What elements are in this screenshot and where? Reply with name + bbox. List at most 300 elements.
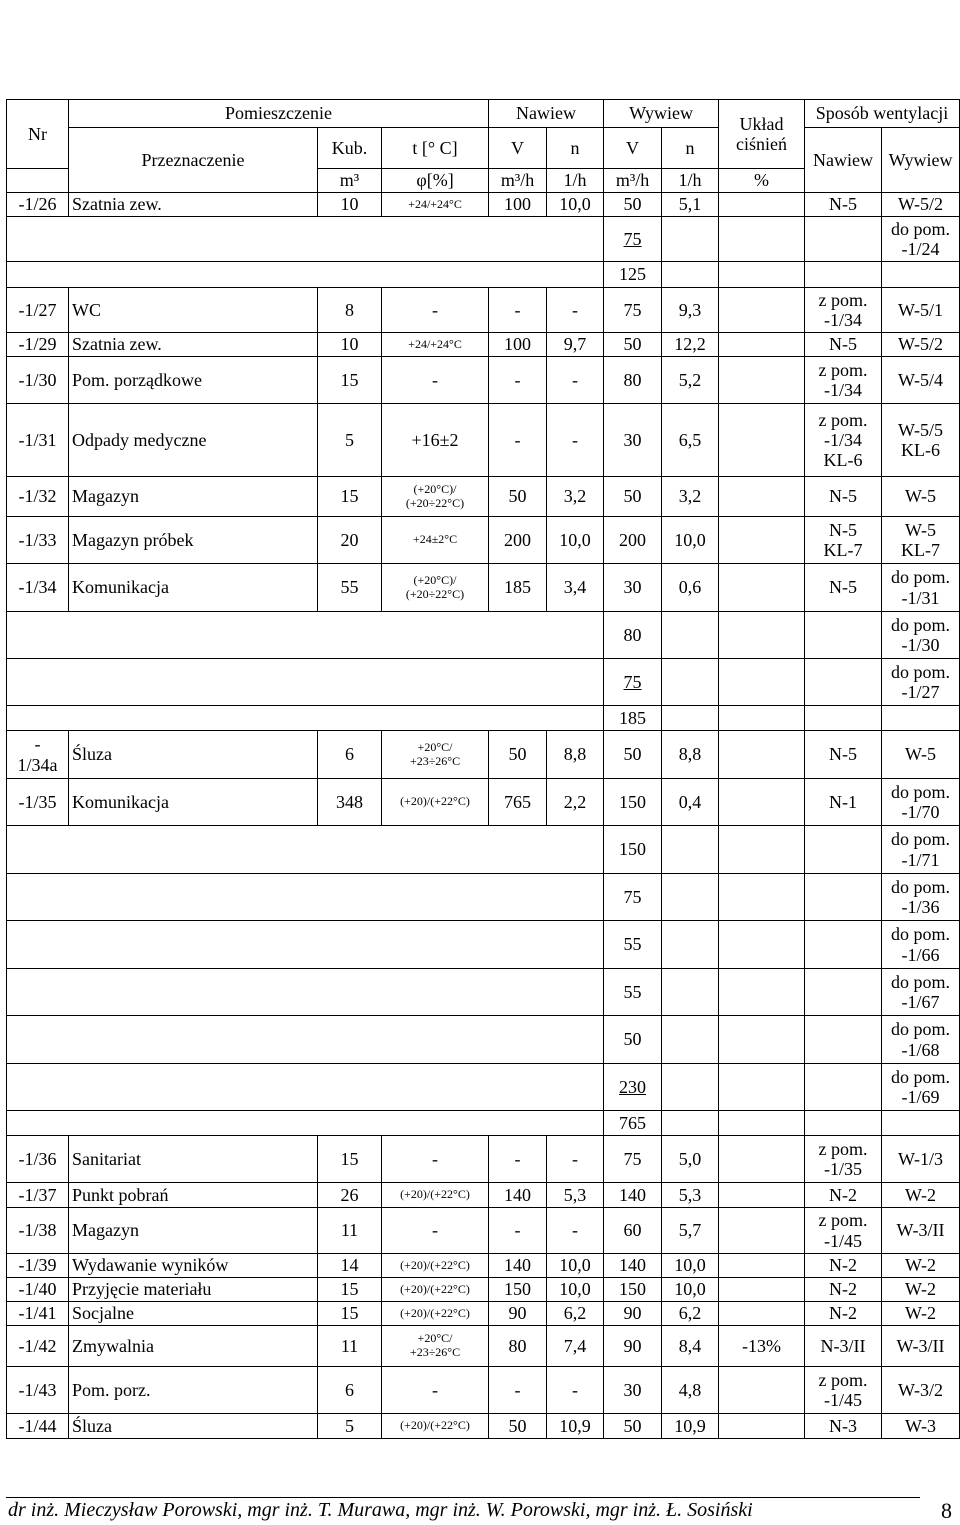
cell-sposob-wywiew <box>882 1111 960 1136</box>
cell-text: - <box>572 1220 579 1241</box>
header-nawiew-n: n <box>547 128 604 169</box>
cell-sposob-wywiew <box>882 517 960 564</box>
cell-text: 10,9 <box>674 1415 706 1436</box>
cell-wywiew-n <box>662 1208 719 1254</box>
cell-nr <box>7 517 69 564</box>
cell-kubatura <box>318 564 382 612</box>
cell-przeznaczenie <box>69 193 318 217</box>
ventilation-table <box>6 99 960 1439</box>
header-nr: Nr <box>7 100 69 169</box>
table-row <box>7 612 960 659</box>
cell-text: Magazyn <box>72 1220 139 1241</box>
table-row <box>7 969 960 1016</box>
cell-przeznaczenie <box>69 1302 318 1326</box>
cell-text: - <box>432 1379 438 1400</box>
cell-uklad-cisnien <box>719 1111 805 1136</box>
cell-przeznaczenie <box>69 1254 318 1278</box>
cell-wywiew-n <box>662 826 719 874</box>
table-row <box>7 779 960 826</box>
cell-sposob-wywiew <box>882 1367 960 1414</box>
table-row <box>7 333 960 357</box>
cell-nawiew-n <box>547 1414 604 1439</box>
cell-nawiew-v <box>489 1136 547 1183</box>
cell-sposob-wywiew <box>882 779 960 826</box>
cell-text: 9,7 <box>563 334 587 355</box>
cell-text: - <box>572 299 579 320</box>
cell-uklad-cisnien <box>719 731 805 779</box>
cell-text: (+20°C)/ (+20÷22°C) <box>405 481 465 510</box>
cell-sposob-wywiew <box>882 1302 960 1326</box>
cell-text: N-5 <box>829 194 858 215</box>
cell-text: 348 <box>336 791 363 812</box>
header-nawiew-v-unit: m³/h <box>489 169 547 193</box>
cell-sposob-wywiew <box>882 1414 960 1439</box>
cell-empty-merged <box>7 612 604 659</box>
table-header <box>7 100 960 193</box>
cell-nawiew-v <box>489 517 547 564</box>
cell-text: 15 <box>340 486 359 507</box>
cell-text: W-5 KL-7 <box>901 519 941 560</box>
table-row <box>7 1326 960 1367</box>
cell-uklad-cisnien <box>719 1367 805 1414</box>
cell-nawiew-n <box>547 193 604 217</box>
cell-text: z pom. -1/34 <box>818 289 868 330</box>
cell-nawiew-n <box>547 779 604 826</box>
cell-wywiew-v <box>604 706 662 731</box>
cell-text: W-3/2 <box>898 1379 944 1400</box>
cell-nawiew-v <box>489 333 547 357</box>
cell-sposob-wywiew <box>882 477 960 517</box>
cell-text: 90 <box>623 1303 642 1324</box>
cell-wywiew-v <box>604 357 662 404</box>
table-row <box>7 1367 960 1414</box>
cell-sposob-nawiew <box>805 921 882 969</box>
cell-text: 50 <box>508 744 527 765</box>
cell-uklad-cisnien <box>719 1208 805 1254</box>
cell-temperatura <box>382 1367 489 1414</box>
cell-nawiew-n <box>547 404 604 477</box>
cell-text: 10,0 <box>559 1279 591 1300</box>
cell-wywiew-v <box>604 1302 662 1326</box>
cell-empty-merged <box>7 921 604 969</box>
cell-text: 15 <box>340 1279 359 1300</box>
cell-text: 50 <box>623 1415 642 1436</box>
cell-sposob-nawiew <box>805 1208 882 1254</box>
cell-text: 30 <box>623 429 642 450</box>
cell-nawiew-v <box>489 1326 547 1367</box>
cell-wywiew-v <box>604 1136 662 1183</box>
cell-kubatura <box>318 1208 382 1254</box>
cell-text: 90 <box>508 1303 527 1324</box>
header-nawiew-v: V <box>489 128 547 169</box>
cell-uklad-cisnien <box>719 193 805 217</box>
cell-text: W-3/II <box>896 1335 945 1356</box>
cell-text: N-5 <box>829 744 858 765</box>
table-row <box>7 1302 960 1326</box>
cell-sposob-nawiew <box>805 217 882 262</box>
cell-temperatura <box>382 333 489 357</box>
cell-text: W-2 <box>905 1184 937 1205</box>
table-row <box>7 262 960 288</box>
cell-text: -1/33 <box>18 529 57 550</box>
cell-sposob-wywiew <box>882 659 960 706</box>
cell-text: 765 <box>504 791 532 812</box>
cell-empty-merged <box>7 1111 604 1136</box>
cell-text: 5,3 <box>563 1184 587 1205</box>
cell-text: 8 <box>345 299 354 320</box>
cell-text: 140 <box>504 1255 532 1276</box>
cell-text: do pom. -1/67 <box>891 971 951 1012</box>
cell-text: 6,2 <box>678 1303 702 1324</box>
cell-text: N-2 <box>829 1279 858 1300</box>
cell-text: -1/30 <box>18 369 57 390</box>
cell-uklad-cisnien <box>719 1183 805 1208</box>
cell-wywiew-n <box>662 217 719 262</box>
table-row <box>7 1136 960 1183</box>
cell-text: -1/41 <box>18 1303 57 1324</box>
cell-nr <box>7 731 69 779</box>
cell-przeznaczenie <box>69 1278 318 1302</box>
table-row <box>7 517 960 564</box>
cell-text: 75 <box>623 1148 642 1169</box>
cell-wywiew-v <box>604 1414 662 1439</box>
table-row <box>7 1254 960 1278</box>
cell-empty-merged <box>7 874 604 921</box>
cell-uklad-cisnien <box>719 1302 805 1326</box>
cell-text: - <box>432 369 438 390</box>
cell-sposob-nawiew <box>805 826 882 874</box>
cell-uklad-cisnien <box>719 874 805 921</box>
cell-text: z pom. -1/34 KL-6 <box>818 409 868 471</box>
cell-text: 10,0 <box>674 529 706 550</box>
cell-text: - <box>572 429 579 450</box>
cell-text: N-2 <box>829 1255 858 1276</box>
cell-nr <box>7 1183 69 1208</box>
cell-kubatura <box>318 1183 382 1208</box>
cell-text: +24/+24°C <box>408 336 462 351</box>
cell-sposob-nawiew <box>805 404 882 477</box>
cell-temperatura <box>382 779 489 826</box>
cell-text: Pom. porz. <box>72 1379 151 1400</box>
cell-sposob-wywiew <box>882 1254 960 1278</box>
cell-nr <box>7 1254 69 1278</box>
cell-uklad-cisnien <box>719 826 805 874</box>
cell-wywiew-v <box>604 217 662 262</box>
cell-text: WC <box>72 299 101 320</box>
cell-text: do pom. -1/30 <box>891 614 951 655</box>
cell-text: -1/38 <box>18 1220 57 1241</box>
cell-text: 6,5 <box>678 429 702 450</box>
cell-text: 5,3 <box>678 1184 702 1205</box>
cell-text: z pom. -1/35 <box>818 1138 868 1179</box>
cell-text: W-3 <box>905 1415 937 1436</box>
cell-kubatura <box>318 357 382 404</box>
cell-empty-merged <box>7 706 604 731</box>
cell-nawiew-n <box>547 1183 604 1208</box>
cell-wywiew-n <box>662 874 719 921</box>
cell-text: 50 <box>508 486 527 507</box>
cell-nawiew-n <box>547 564 604 612</box>
cell-przeznaczenie <box>69 564 318 612</box>
table-row <box>7 731 960 779</box>
cell-text: N-2 <box>829 1184 858 1205</box>
cell-text: 200 <box>619 529 647 550</box>
cell-text: 4,8 <box>678 1379 702 1400</box>
cell-empty-merged <box>7 1064 604 1111</box>
cell-sposob-nawiew <box>805 262 882 288</box>
cell-text: 125 <box>619 264 647 285</box>
cell-nawiew-v <box>489 564 547 612</box>
cell-text: 15 <box>340 369 359 390</box>
cell-text: 200 <box>504 529 532 550</box>
cell-nawiew-v <box>489 1414 547 1439</box>
cell-przeznaczenie <box>69 288 318 333</box>
cell-text: Punkt pobrań <box>72 1184 169 1205</box>
cell-sposob-wywiew <box>882 874 960 921</box>
cell-wywiew-n <box>662 1016 719 1064</box>
cell-uklad-cisnien <box>719 564 805 612</box>
cell-wywiew-n <box>662 1183 719 1208</box>
table-row <box>7 659 960 706</box>
cell-kubatura <box>318 288 382 333</box>
cell-sposob-wywiew <box>882 1016 960 1064</box>
cell-wywiew-n <box>662 1278 719 1302</box>
cell-text: 10 <box>340 194 359 215</box>
cell-wywiew-n <box>662 357 719 404</box>
cell-text: 8,4 <box>678 1335 702 1356</box>
cell-nawiew-v <box>489 288 547 333</box>
header-przeznaczenie: Przeznaczenie <box>69 128 318 193</box>
cell-nr <box>7 564 69 612</box>
cell-uklad-cisnien <box>719 921 805 969</box>
cell-sposob-wywiew <box>882 1064 960 1111</box>
cell-sposob-wywiew <box>882 564 960 612</box>
cell-text: - 1/34a <box>17 734 58 775</box>
cell-text: do pom. -1/66 <box>891 924 951 965</box>
header-uklad-unit: % <box>719 169 805 193</box>
header-wywiew-v-unit: m³/h <box>604 169 662 193</box>
cell-nawiew-v <box>489 1302 547 1326</box>
cell-text: 5 <box>345 429 354 450</box>
cell-text: (+20)/(+22°C) <box>400 1305 470 1320</box>
cell-text: 6,2 <box>563 1303 587 1324</box>
table-row <box>7 921 960 969</box>
cell-text: -1/34 <box>18 577 57 598</box>
cell-wywiew-n <box>662 262 719 288</box>
cell-wywiew-v <box>604 333 662 357</box>
header-temperatura: t [° C] <box>382 128 489 169</box>
cell-wywiew-v <box>604 1111 662 1136</box>
cell-temperatura <box>382 193 489 217</box>
header-sposob-nawiew: Nawiew <box>805 128 882 193</box>
cell-wywiew-v <box>604 779 662 826</box>
cell-nawiew-n <box>547 1326 604 1367</box>
cell-text: 14 <box>340 1255 359 1276</box>
cell-wywiew-v <box>604 659 662 706</box>
cell-nawiew-n <box>547 1136 604 1183</box>
cell-text: 30 <box>623 1379 642 1400</box>
cell-text: do pom. -1/24 <box>891 218 951 259</box>
cell-przeznaczenie <box>69 477 318 517</box>
cell-nawiew-v <box>489 1278 547 1302</box>
cell-sposob-wywiew <box>882 288 960 333</box>
cell-uklad-cisnien <box>719 1278 805 1302</box>
cell-text: 6 <box>345 744 354 765</box>
cell-kubatura <box>318 1254 382 1278</box>
cell-sposob-nawiew <box>805 517 882 564</box>
cell-text: z pom. -1/45 <box>818 1210 868 1251</box>
cell-text: 50 <box>623 1029 642 1050</box>
cell-text: N-5 KL-7 <box>823 519 863 560</box>
cell-text: do pom. -1/71 <box>891 829 951 870</box>
cell-wywiew-n <box>662 477 719 517</box>
cell-uklad-cisnien <box>719 517 805 564</box>
header-wywiew-n: n <box>662 128 719 169</box>
cell-temperatura <box>382 1414 489 1439</box>
table-row <box>7 288 960 333</box>
cell-wywiew-v <box>604 1278 662 1302</box>
cell-nawiew-v <box>489 1208 547 1254</box>
cell-nawiew-n <box>547 517 604 564</box>
cell-text: 10 <box>340 334 359 355</box>
cell-text: 8,8 <box>678 744 702 765</box>
cell-text: 3,4 <box>563 577 587 598</box>
cell-nawiew-v <box>489 1183 547 1208</box>
cell-wywiew-n <box>662 1136 719 1183</box>
cell-sposob-wywiew <box>882 1326 960 1367</box>
cell-text: 140 <box>619 1255 647 1276</box>
cell-sposob-nawiew <box>805 333 882 357</box>
header-sposob-wywiew: Wywiew <box>882 128 960 193</box>
cell-text: 230 <box>619 1076 647 1097</box>
cell-wywiew-v <box>604 826 662 874</box>
cell-text: -1/32 <box>18 486 57 507</box>
cell-wywiew-n <box>662 1367 719 1414</box>
header-uklad-cisnien: Układ ciśnień <box>719 100 805 169</box>
cell-text: (+20°C)/ (+20÷22°C) <box>405 572 465 601</box>
header-kub: Kub. <box>318 128 382 169</box>
cell-text: 15 <box>340 1303 359 1324</box>
cell-text: Śluza <box>72 1415 112 1436</box>
cell-text: N-5 <box>829 334 858 355</box>
cell-text: 26 <box>340 1184 359 1205</box>
cell-sposob-nawiew <box>805 1326 882 1367</box>
cell-przeznaczenie <box>69 1414 318 1439</box>
cell-nr <box>7 779 69 826</box>
cell-kubatura <box>318 1302 382 1326</box>
cell-text: W-5/2 <box>898 334 944 355</box>
cell-wywiew-v <box>604 404 662 477</box>
cell-kubatura <box>318 193 382 217</box>
cell-przeznaczenie <box>69 404 318 477</box>
cell-text: 80 <box>623 369 642 390</box>
cell-nawiew-v <box>489 404 547 477</box>
cell-uklad-cisnien <box>719 357 805 404</box>
table-row <box>7 1111 960 1136</box>
cell-temperatura <box>382 1136 489 1183</box>
cell-text: -1/40 <box>18 1279 57 1300</box>
cell-text: Odpady medyczne <box>72 429 207 450</box>
cell-text: 185 <box>619 707 647 728</box>
cell-text: do pom. -1/36 <box>891 876 951 917</box>
cell-text: 0,4 <box>678 791 702 812</box>
cell-sposob-nawiew <box>805 731 882 779</box>
cell-text: N-3/II <box>820 1335 866 1356</box>
cell-text: 140 <box>619 1184 647 1205</box>
cell-empty-merged <box>7 1016 604 1064</box>
cell-wywiew-n <box>662 333 719 357</box>
cell-text: 150 <box>619 791 647 812</box>
cell-nr <box>7 193 69 217</box>
cell-wywiew-n <box>662 1111 719 1136</box>
cell-text: z pom. -1/45 <box>818 1369 868 1410</box>
cell-text: 75 <box>623 886 642 907</box>
cell-wywiew-n <box>662 969 719 1016</box>
cell-text: 20 <box>340 529 359 550</box>
cell-text: -1/39 <box>18 1255 57 1276</box>
cell-text: Zmywalnia <box>72 1335 154 1356</box>
cell-text: - <box>432 1220 438 1241</box>
cell-kubatura <box>318 779 382 826</box>
cell-temperatura <box>382 564 489 612</box>
cell-text: 7,4 <box>563 1335 587 1356</box>
cell-nawiew-v <box>489 1367 547 1414</box>
cell-sposob-wywiew <box>882 731 960 779</box>
cell-uklad-cisnien <box>719 1414 805 1439</box>
cell-temperatura <box>382 1208 489 1254</box>
page-number: 8 <box>941 1498 952 1523</box>
cell-text: - <box>514 299 521 320</box>
cell-nawiew-n <box>547 1278 604 1302</box>
cell-text: W-5/2 <box>898 194 944 215</box>
cell-sposob-nawiew <box>805 1278 882 1302</box>
cell-nawiew-n <box>547 1367 604 1414</box>
cell-wywiew-v <box>604 517 662 564</box>
cell-nawiew-v <box>489 193 547 217</box>
cell-uklad-cisnien <box>719 612 805 659</box>
cell-text: - <box>514 1148 521 1169</box>
cell-nawiew-n <box>547 731 604 779</box>
cell-text: W-2 <box>905 1255 937 1276</box>
header-pomieszczenie: Pomieszczenie <box>69 100 489 128</box>
cell-text: Wydawanie wyników <box>72 1255 229 1276</box>
cell-text: +16±2 <box>411 429 459 450</box>
cell-przeznaczenie <box>69 731 318 779</box>
cell-text: 10,0 <box>559 529 591 550</box>
cell-kubatura <box>318 731 382 779</box>
cell-sposob-nawiew <box>805 969 882 1016</box>
cell-text: W-5 <box>905 486 937 507</box>
cell-uklad-cisnien <box>719 1326 805 1367</box>
cell-przeznaczenie <box>69 779 318 826</box>
table-row <box>7 1183 960 1208</box>
cell-nr <box>7 1414 69 1439</box>
cell-text: 5 <box>345 1415 354 1436</box>
cell-text: do pom. -1/69 <box>891 1066 951 1107</box>
cell-wywiew-n <box>662 404 719 477</box>
header-kub-unit: m³ <box>318 169 382 193</box>
cell-nawiew-n <box>547 333 604 357</box>
cell-text: Magazyn <box>72 486 139 507</box>
cell-text: 3,2 <box>563 486 587 507</box>
cell-nawiew-v <box>489 1254 547 1278</box>
header-nawiew: Nawiew <box>489 100 604 128</box>
cell-text: 10,9 <box>559 1415 591 1436</box>
cell-text: 50 <box>623 334 642 355</box>
table-row <box>7 404 960 477</box>
cell-sposob-wywiew <box>882 706 960 731</box>
cell-uklad-cisnien <box>719 404 805 477</box>
